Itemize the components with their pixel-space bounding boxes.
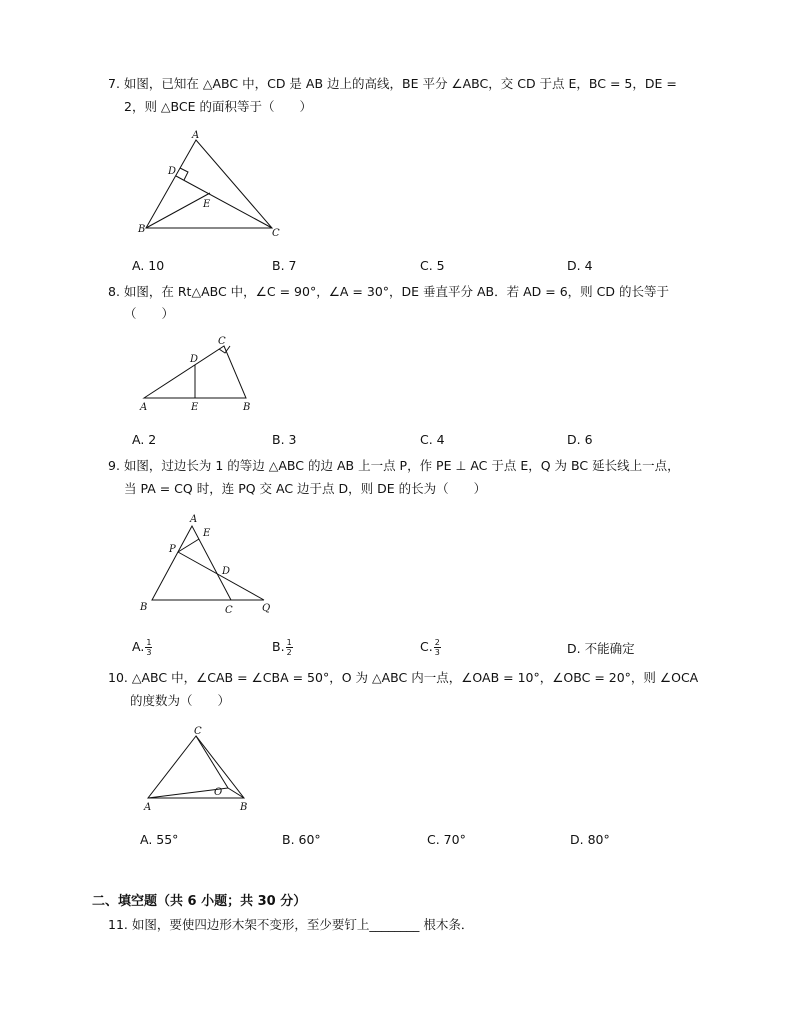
label-q: Q xyxy=(262,603,271,614)
label-a: A xyxy=(140,402,148,413)
q8-option-c[interactable]: C. 4 xyxy=(420,432,445,447)
q9-option-c-prefix: C. xyxy=(420,639,433,654)
fraction-denominator: 3 xyxy=(146,648,152,657)
fraction-numerator: 1 xyxy=(146,638,152,647)
label-a: A xyxy=(192,130,200,141)
label-d: D xyxy=(168,166,177,177)
question-9-figure xyxy=(136,512,286,618)
q9-option-a-fraction xyxy=(145,638,152,657)
q9-option-c-fraction xyxy=(434,638,441,657)
section-2-title: 二、填空题（共 6 小题；共 30 分） xyxy=(92,894,307,909)
q7-option-d[interactable]: D. 4 xyxy=(567,258,593,273)
segment-bo xyxy=(228,788,244,798)
q10-option-a[interactable]: A. 55° xyxy=(140,832,179,847)
label-b: B xyxy=(138,224,146,235)
segment-co xyxy=(196,736,228,788)
label-e: E xyxy=(191,402,199,413)
label-a: A xyxy=(190,514,198,525)
q9-option-b[interactable] xyxy=(272,638,293,657)
question-10-figure xyxy=(138,724,268,816)
triangle-abc xyxy=(146,140,272,228)
question-7-text-line1: 7. 如图，已知在 △ABC 中，CD 是 AB 边上的高线，BE 平分 ∠ABC，交 CD 于点 E，BC = 5，DE = xyxy=(108,76,677,91)
fraction-numerator: 1 xyxy=(286,638,292,647)
question-10-text-line1: 10. △ABC 中，∠CAB = ∠CBA = 50°，O 为 △ABC 内一点，∠OAB = 10°，∠OBC = 20°，则 ∠OCA xyxy=(108,670,699,685)
right-angle-mark xyxy=(180,168,188,180)
question-9-text-line1: 9. 如图，过边长为 1 的等边 △ABC 的边 AB 上一点 P，作 PE ⊥ AC 于点 E，Q 为 BC 延长线上一点， xyxy=(108,458,680,473)
q8-option-b[interactable]: B. 3 xyxy=(272,432,297,447)
q8-option-d[interactable]: D. 6 xyxy=(567,432,593,447)
q9-option-a[interactable] xyxy=(132,638,152,657)
label-e: E xyxy=(203,528,211,539)
q10-option-d[interactable]: D. 80° xyxy=(570,832,610,847)
label-d: D xyxy=(222,566,231,577)
label-b: B xyxy=(243,402,251,413)
question-11-text: 11. 如图，要使四边形木架不变形，至少要钉上________ 根木条． xyxy=(108,917,474,932)
question-7-text-line2: 2，则 △BCE 的面积等于（ ） xyxy=(124,99,312,114)
label-b: B xyxy=(240,802,248,813)
triangle-abc xyxy=(152,526,231,600)
label-c: C xyxy=(194,726,202,737)
label-a: A xyxy=(144,802,152,813)
label-b: B xyxy=(140,602,148,613)
question-9-text-line2: 当 PA = CQ 时，连 PQ 交 AC 边于点 D，则 DE 的长为（ ） xyxy=(124,481,487,496)
q9-option-b-prefix: B. xyxy=(272,639,285,654)
question-8-figure xyxy=(136,336,266,416)
label-c: C xyxy=(225,605,233,616)
label-e: E xyxy=(203,199,211,210)
fraction-denominator: 2 xyxy=(286,648,292,657)
label-o: O xyxy=(214,787,223,798)
q10-option-b[interactable]: B. 60° xyxy=(282,832,321,847)
q7-option-c[interactable]: C. 5 xyxy=(420,258,445,273)
q9-option-c[interactable] xyxy=(420,638,441,657)
q9-option-d[interactable]: D. 不能确定 xyxy=(567,641,635,656)
question-7-figure xyxy=(130,130,290,242)
q8-option-a[interactable]: A. 2 xyxy=(132,432,157,447)
question-10-text-line2: 的度数为（ ） xyxy=(130,693,231,708)
q9-option-b-fraction xyxy=(286,638,293,657)
q7-option-a[interactable]: A. 10 xyxy=(132,258,165,273)
fraction-numerator: 2 xyxy=(434,638,440,647)
label-d: D xyxy=(190,354,199,365)
q10-option-c[interactable]: C. 70° xyxy=(427,832,466,847)
q9-option-a-prefix: A. xyxy=(132,639,145,654)
question-8-text-line2: （ ） xyxy=(124,306,175,321)
label-c: C xyxy=(272,228,280,239)
label-c: C xyxy=(218,336,226,347)
q7-option-b[interactable]: B. 7 xyxy=(272,258,297,273)
segment-pq xyxy=(178,552,264,600)
label-p: P xyxy=(169,544,176,555)
fraction-denominator: 3 xyxy=(434,648,440,657)
question-8-text-line1: 8. 如图，在 Rt△ABC 中，∠C = 90°，∠A = 30°，DE 垂直平分 AB．若 AD = 6，则 CD 的长等于 xyxy=(108,284,669,299)
altitude-cd xyxy=(176,176,272,228)
